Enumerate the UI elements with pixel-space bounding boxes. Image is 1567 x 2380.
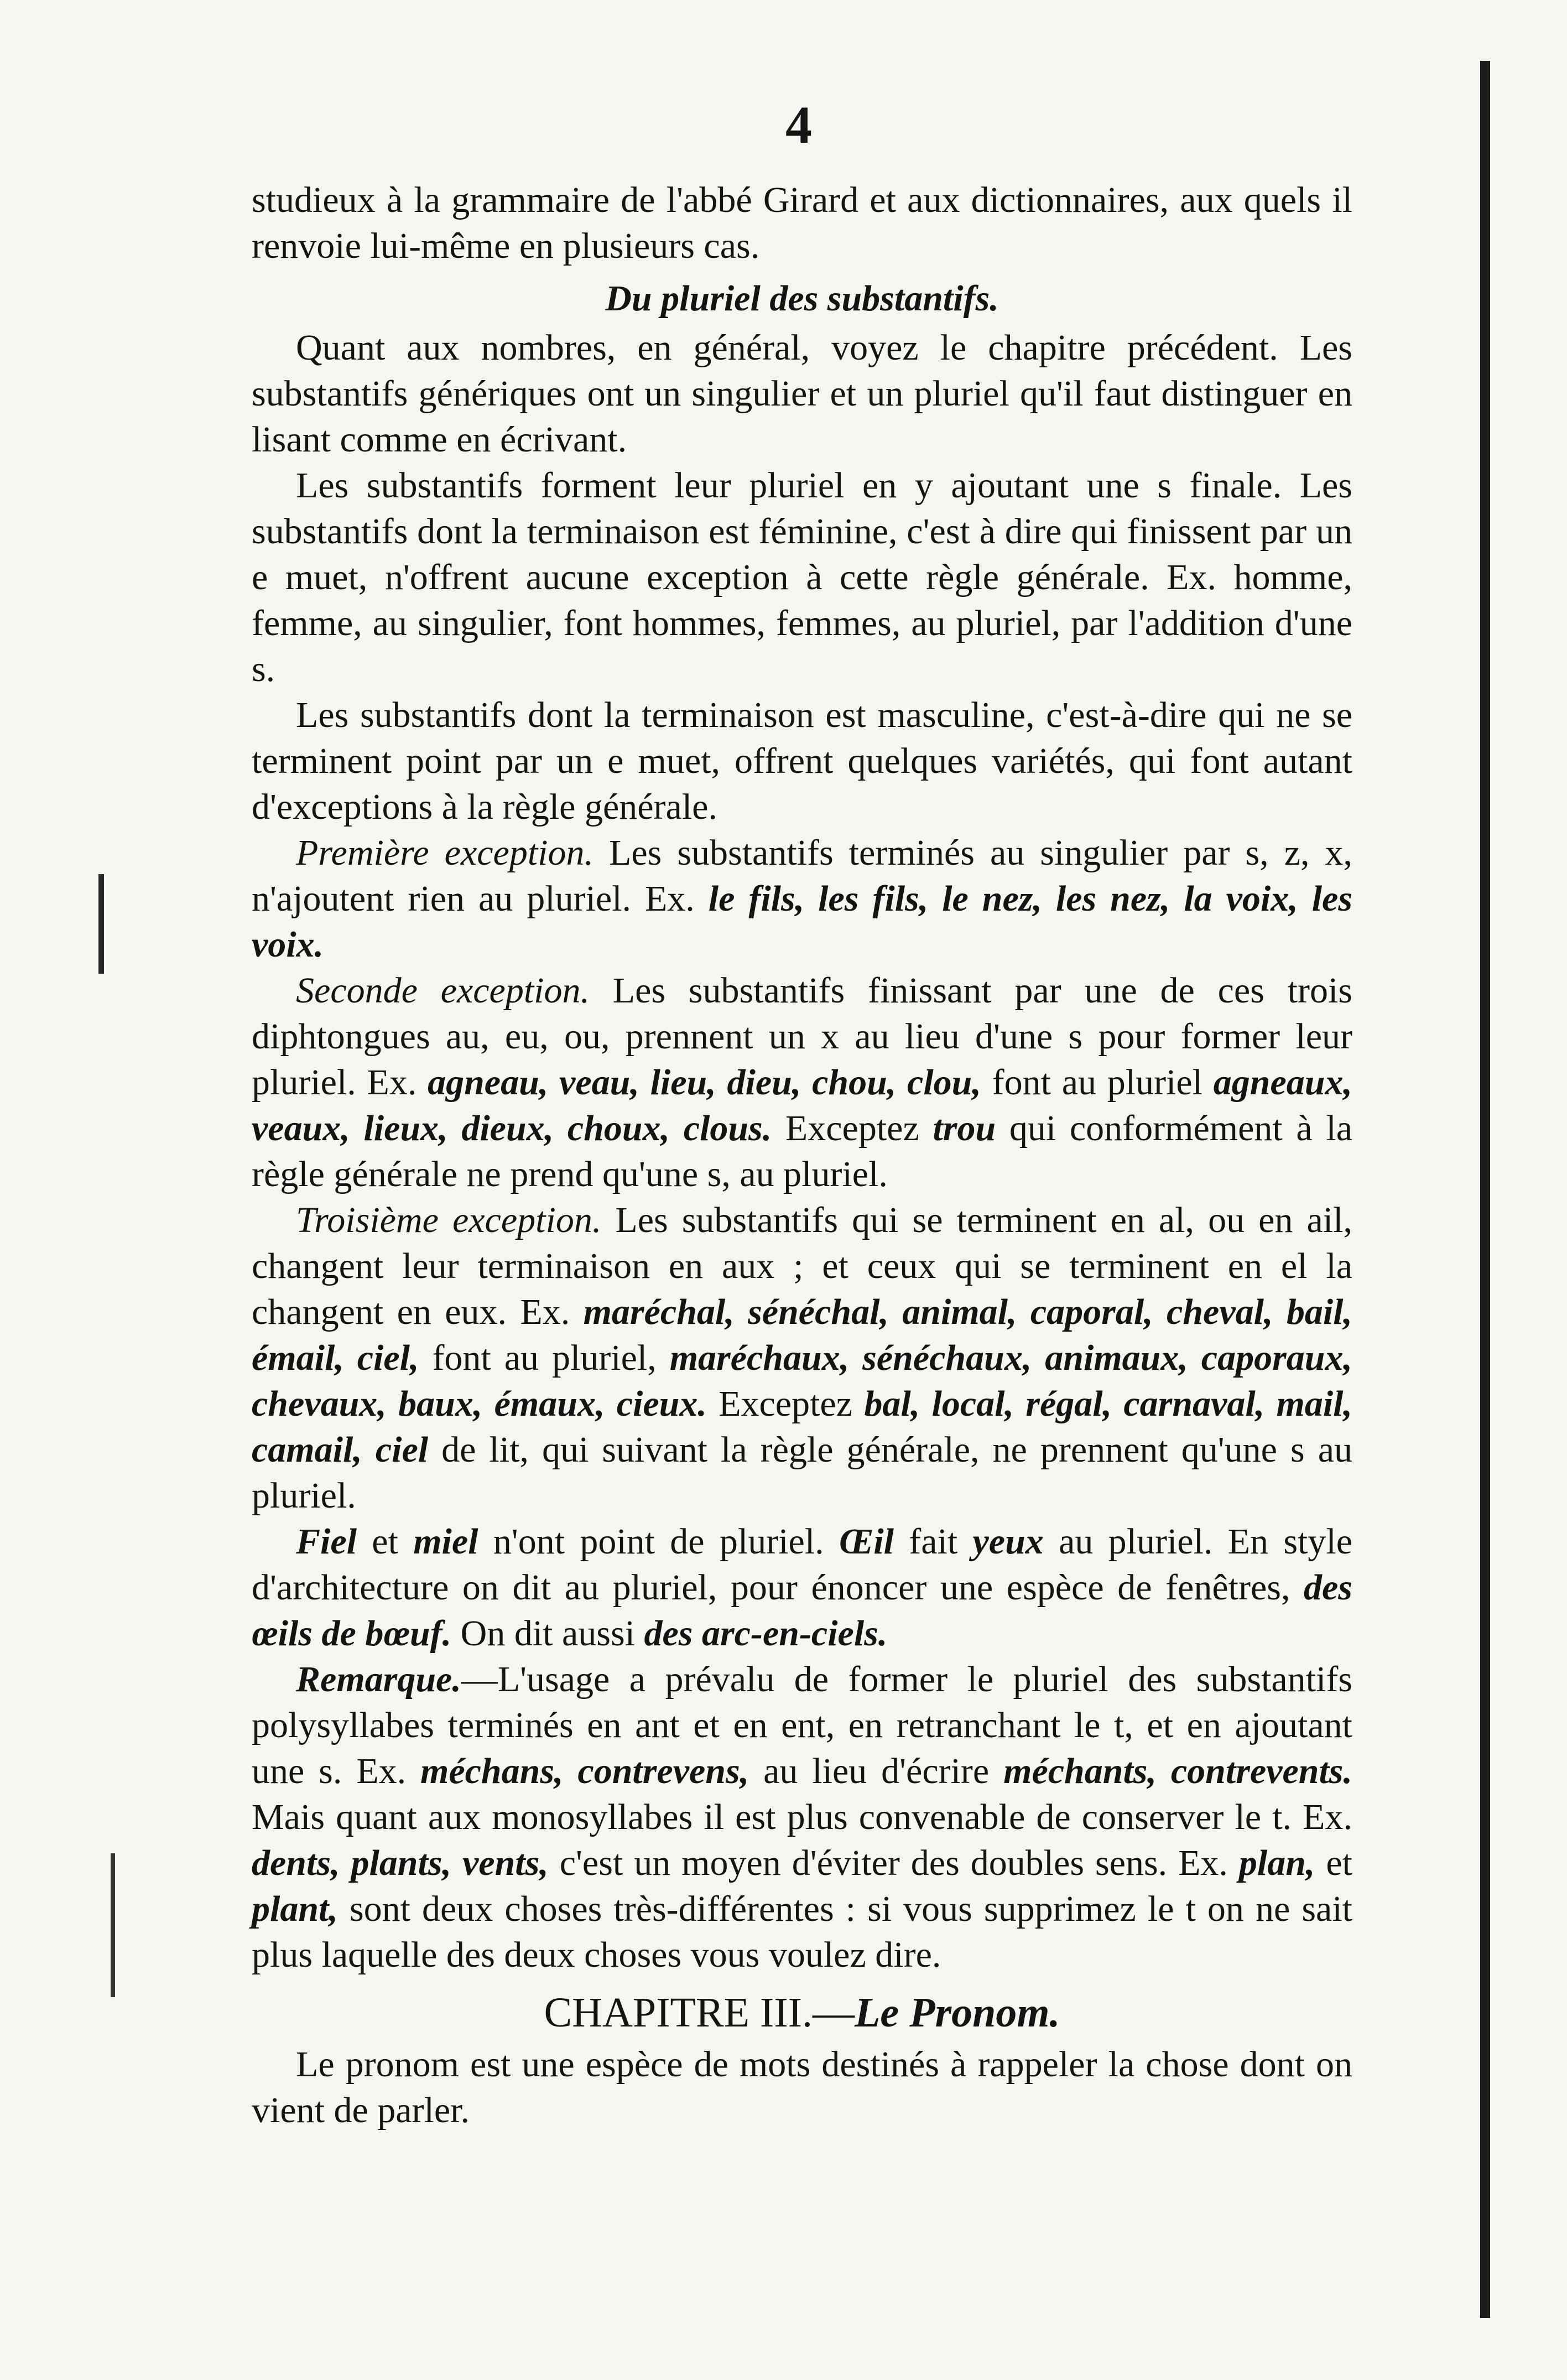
remark-text: sont deux choses très-différentes : si vous supprimez le t on ne sait plus laquelle des deux choses vous voulez dire. <box>252 1889 1352 1975</box>
remark-text: au lieu d'écrire <box>749 1751 1004 1791</box>
text-span: et <box>357 1521 414 1562</box>
remark-label: Remarque. <box>296 1659 461 1700</box>
second-exception-text: Exceptez <box>772 1108 933 1149</box>
paragraph-terminaison-masculine: Les substantifs dont la terminaison est masculine, c'est-à-dire qui ne se terminent point par un e muet, offrent quelques variétés, qui font autant d'exceptions à la règle générale. <box>252 695 1352 827</box>
third-exception-text: Exceptez <box>706 1384 865 1424</box>
chapter-name: Le Pronom. <box>854 1989 1060 2036</box>
intro-paragraph: studieux à la grammaire de l'abbé Girard et aux dictionnaires, aux quels il renvoie lui-même en plusieurs cas. <box>252 180 1352 266</box>
scan-mark-left <box>98 874 104 974</box>
third-exception-examples: maréchal, sénéchal, animal, caporal, cheval, bail, émail, ciel, <box>252 1292 1352 1378</box>
remark-text: et <box>1315 1843 1352 1883</box>
paragraph-pluriel-regle: Les substantifs forment leur pluriel en y ajoutant une s finale. Les substantifs dont la terminaison est féminine, c'est à dire qui finissent par un e muet, n'offrent aucune exception à cette règle générale. Ex. homme, femme, au singulier, font hommes, femmes, au pluriel, par l'addition d'une s. <box>252 465 1352 689</box>
paragraph-nombres: Quant aux nombres, en général, voyez le chapitre précédent. Les substantifs génériques ont un singulier et un pluriel qu'il faut distinguer en lisant comme en écrivant. <box>252 328 1352 460</box>
remark-examples: méchants, contrevents. <box>1003 1751 1352 1791</box>
paragraph-fiel-miel <box>252 1519 1352 1656</box>
word-yeux: yeux <box>972 1521 1044 1562</box>
third-exception-text: de lit, qui suivant la règle générale, ne prennent qu'une s au pluriel. <box>252 1430 1352 1516</box>
text-span: au pluriel. En style d'architecture on dit au pluriel, pour énoncer une espèce de fenêtres, <box>252 1521 1352 1608</box>
second-exception-exception-word: trou <box>933 1108 996 1149</box>
third-exception-label: Troisième exception. <box>296 1200 602 1240</box>
remark-examples: plan, <box>1238 1843 1315 1883</box>
text-span: n'ont point de pluriel. <box>478 1521 839 1562</box>
remark-text: —L'usage a prévalu de former le pluriel des substantifs polysyllabes terminés en ant et en ent, en retranchant le t, et en ajoutant une s. Ex. <box>252 1659 1352 1791</box>
text-span: fait <box>893 1521 973 1562</box>
page-body <box>252 177 1352 2133</box>
word-fiel: Fiel <box>296 1521 357 1562</box>
scan-mark-left-lower <box>111 1853 115 1997</box>
third-exception-plurals: maréchaux, sénéchaux, animaux, caporaux, chevaux, baux, émaux, cieux. <box>252 1338 1352 1424</box>
word-miel: miel <box>413 1521 478 1562</box>
first-exception <box>252 830 1352 968</box>
page-number: 4 <box>785 95 812 154</box>
second-exception-plurals: agneaux, veaux, lieux, dieux, choux, clous. <box>252 1062 1352 1149</box>
paragraph-pronom-definition: Le pronom est une espèce de mots destinés à rappeler la chose dont on vient de parler. <box>252 2044 1352 2130</box>
third-exception-exception-words: bal, local, régal, carnaval, mail, camail, ciel <box>252 1384 1353 1470</box>
first-exception-examples: le fils, les fils, le nez, les nez, la voix, les voix. <box>252 879 1353 965</box>
remark-text: c'est un moyen d'éviter des doubles sens. Ex. <box>548 1843 1239 1883</box>
third-exception-text: font au pluriel, <box>419 1338 670 1378</box>
word-oeil: Œil <box>839 1521 894 1562</box>
second-exception-text: qui conformément à la règle générale ne prend qu'une s, au pluriel. <box>252 1108 1352 1194</box>
second-exception <box>252 968 1352 1197</box>
text-span: On dit aussi <box>451 1613 644 1654</box>
chapter-number: CHAPITRE III.— <box>544 1989 855 2036</box>
chapter-title <box>252 1990 1352 2036</box>
third-exception-text: Les substantifs qui se terminent en al, ou en ail, changent leur terminaison en aux ; et ceux qui se terminent en el la changent en eux. Ex. <box>252 1200 1352 1332</box>
scan-border-right <box>1480 61 1490 2318</box>
second-exception-examples: agneau, veau, lieu, dieu, chou, clou, <box>428 1062 981 1103</box>
remark-paragraph <box>252 1656 1352 1978</box>
remark-text: Mais quant aux monosyllabes il est plus convenable de conserver le t. Ex. <box>252 1797 1352 1837</box>
remark-examples: dents, plants, vents, <box>252 1843 549 1883</box>
second-exception-text: font au pluriel <box>981 1062 1214 1103</box>
second-exception-label: Seconde exception. <box>296 970 590 1011</box>
first-exception-label: Première exception. <box>296 833 594 873</box>
remark-examples: méchans, contrevens, <box>420 1751 749 1791</box>
third-exception <box>252 1197 1352 1519</box>
phrase-arc-en-ciels: des arc-en-ciels. <box>644 1613 888 1654</box>
section-title: Du pluriel des substantifs. <box>605 278 999 319</box>
first-exception-text: Les substantifs terminés au singulier par s, z, x, n'ajoutent rien au pluriel. Ex. <box>252 833 1352 919</box>
phrase-oeils-de-boeuf: des œils de bœuf. <box>252 1567 1352 1654</box>
remark-examples: plant, <box>252 1889 338 1929</box>
second-exception-text: Les substantifs finissant par une de ces trois diphtongues au, eu, ou, prennent un x au lieu d'une s pour former leur pluriel. Ex. <box>252 970 1352 1103</box>
